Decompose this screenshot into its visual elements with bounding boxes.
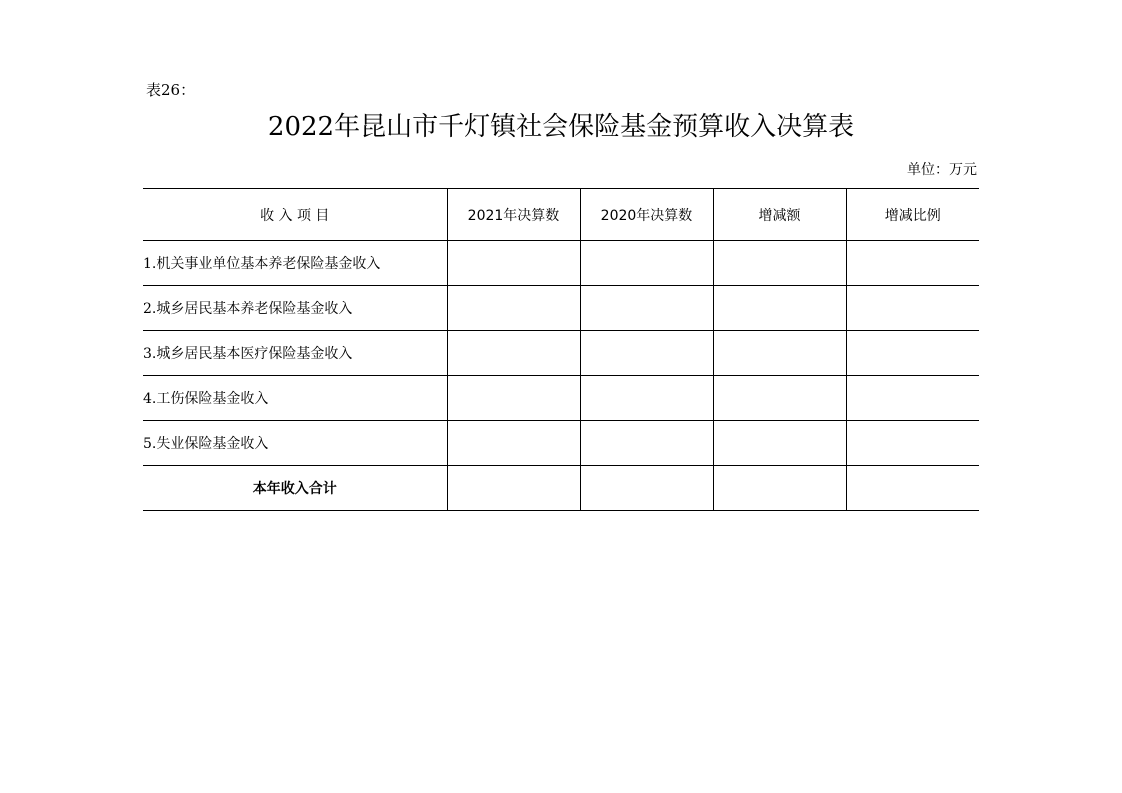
cell-2021-final (447, 421, 580, 466)
row-item-label: 5.失业保险基金收入 (143, 421, 447, 466)
header-change-amount: 增减额 (713, 189, 846, 241)
cell-change-ratio (846, 331, 979, 376)
header-row (143, 189, 979, 241)
row-item-label: 3.城乡居民基本医疗保险基金收入 (143, 331, 447, 376)
table-row (143, 331, 979, 376)
cell-change-amount (713, 466, 846, 511)
total-row-label: 本年收入合计 (143, 466, 447, 511)
cell-2020-final (580, 241, 713, 286)
cell-2021-final (447, 241, 580, 286)
total-row (143, 466, 979, 511)
cell-change-ratio (846, 286, 979, 331)
table-row (143, 421, 979, 466)
budget-table (143, 188, 979, 511)
cell-2021-final (447, 376, 580, 421)
cell-change-amount (713, 421, 846, 466)
table-row (143, 376, 979, 421)
table-number-label: 表26： (146, 81, 196, 99)
cell-change-ratio (846, 376, 979, 421)
unit-label: 单位：万元 (907, 162, 977, 178)
cell-change-amount (713, 241, 846, 286)
cell-change-amount (713, 286, 846, 331)
row-item-label: 4.工伤保险基金收入 (143, 376, 447, 421)
cell-2021-final (447, 466, 580, 511)
cell-2020-final (580, 376, 713, 421)
cell-2020-final (580, 331, 713, 376)
cell-change-ratio (846, 421, 979, 466)
header-2021-final: 2021年决算数 (447, 189, 580, 241)
cell-change-amount (713, 331, 846, 376)
header-change-ratio: 增减比例 (846, 189, 979, 241)
cell-2021-final (447, 331, 580, 376)
table-row (143, 286, 979, 331)
document-title: 2022年昆山市千灯镇社会保险基金预算收入决算表 (267, 112, 855, 142)
cell-2020-final (580, 421, 713, 466)
cell-change-ratio (846, 466, 979, 511)
cell-2021-final (447, 286, 580, 331)
row-item-label: 1.机关事业单位基本养老保险基金收入 (143, 241, 447, 286)
cell-change-ratio (846, 241, 979, 286)
cell-change-amount (713, 376, 846, 421)
header-2020-final: 2020年决算数 (580, 189, 713, 241)
header-item: 收 入 项 目 (143, 189, 447, 241)
cell-2020-final (580, 466, 713, 511)
table-row (143, 241, 979, 286)
row-item-label: 2.城乡居民基本养老保险基金收入 (143, 286, 447, 331)
cell-2020-final (580, 286, 713, 331)
